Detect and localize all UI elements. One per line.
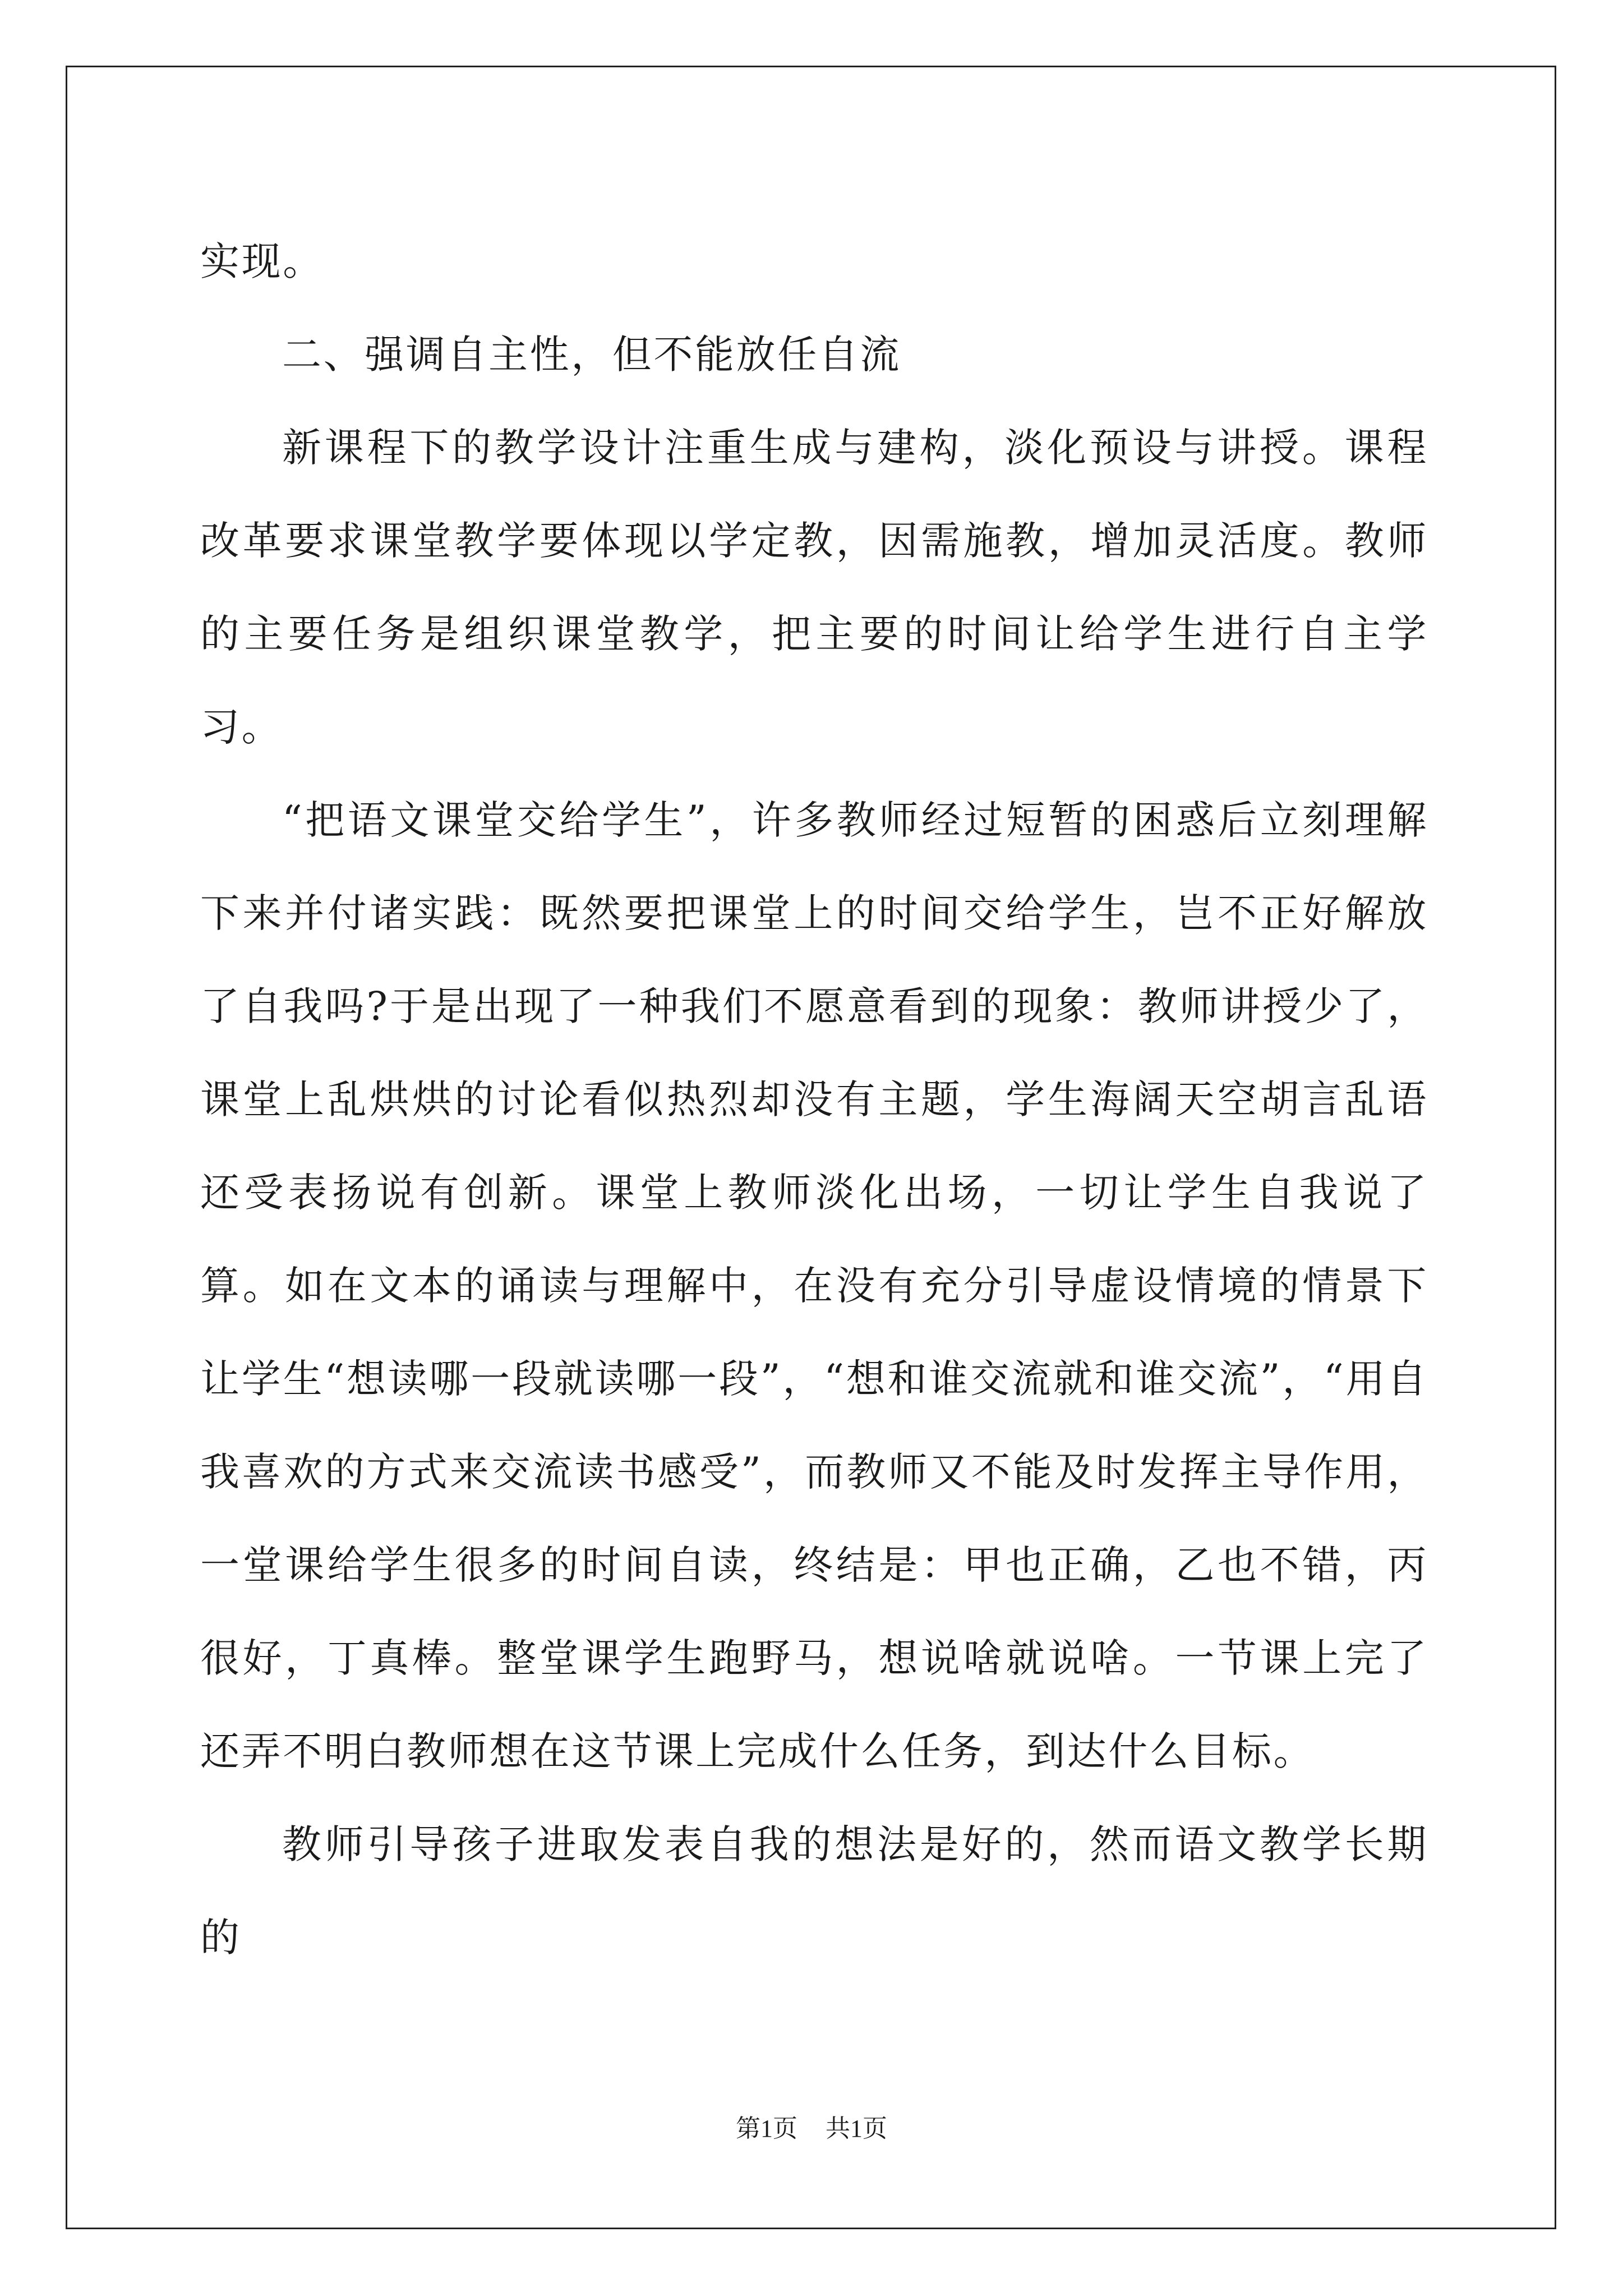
section-heading: 二、强调自主性，但不能放任自流 — [282, 332, 901, 378]
paragraph: 新课程下的教学设计注重生成与建构，淡化预设与讲授。课程改革要求课堂教学要体现以学定教，因需施教，增加灵活度。教师的主要任务是组织课堂教学，把主要的时间让给学生进行自主学习。 — [200, 425, 1428, 750]
document-body — [200, 215, 1428, 1984]
page-footer — [0, 2112, 1623, 2146]
paragraph: “把语文课堂交给学生”，许多教师经过短暂的困惑后立刻理解下来并付诸实践：既然要把课堂上的时间交给学生，岂不正好解放了自我吗?于是出现了一种我们不愿意看到的现象：教师讲授少了，课堂上乱烘烘的讨论看似热烈却没有主题，学生海阔天空胡言乱语还受表扬说有创新。课堂上教师淡化出场，一切让学生自我说了算。如在文本的诵读与理解中，在没有充分引导虚设情境的情景下让学生“想读哪一段就读哪一段”，“想和谁交流就和谁交流”，“用自我喜欢的方式来交流读书感受”，而教师又不能及时发挥主导作用，一堂课给学生很多的时间自读，终结是：甲也正确，乙也不错，丙很好，丁真棒。整堂课学生跑野马，想说啥就说啥。一节课上完了还弄不明白教师想在这节课上完成什么任务，到达什么目标。 — [200, 797, 1428, 1774]
paragraph: 教师引导孩子进取发表自我的想法是好的，然而语文教学长期的 — [200, 1821, 1428, 1961]
page-total: 共1页 — [826, 2115, 887, 2142]
page-number: 第1页 — [736, 2115, 797, 2142]
paragraph: 实现。 — [200, 238, 324, 284]
